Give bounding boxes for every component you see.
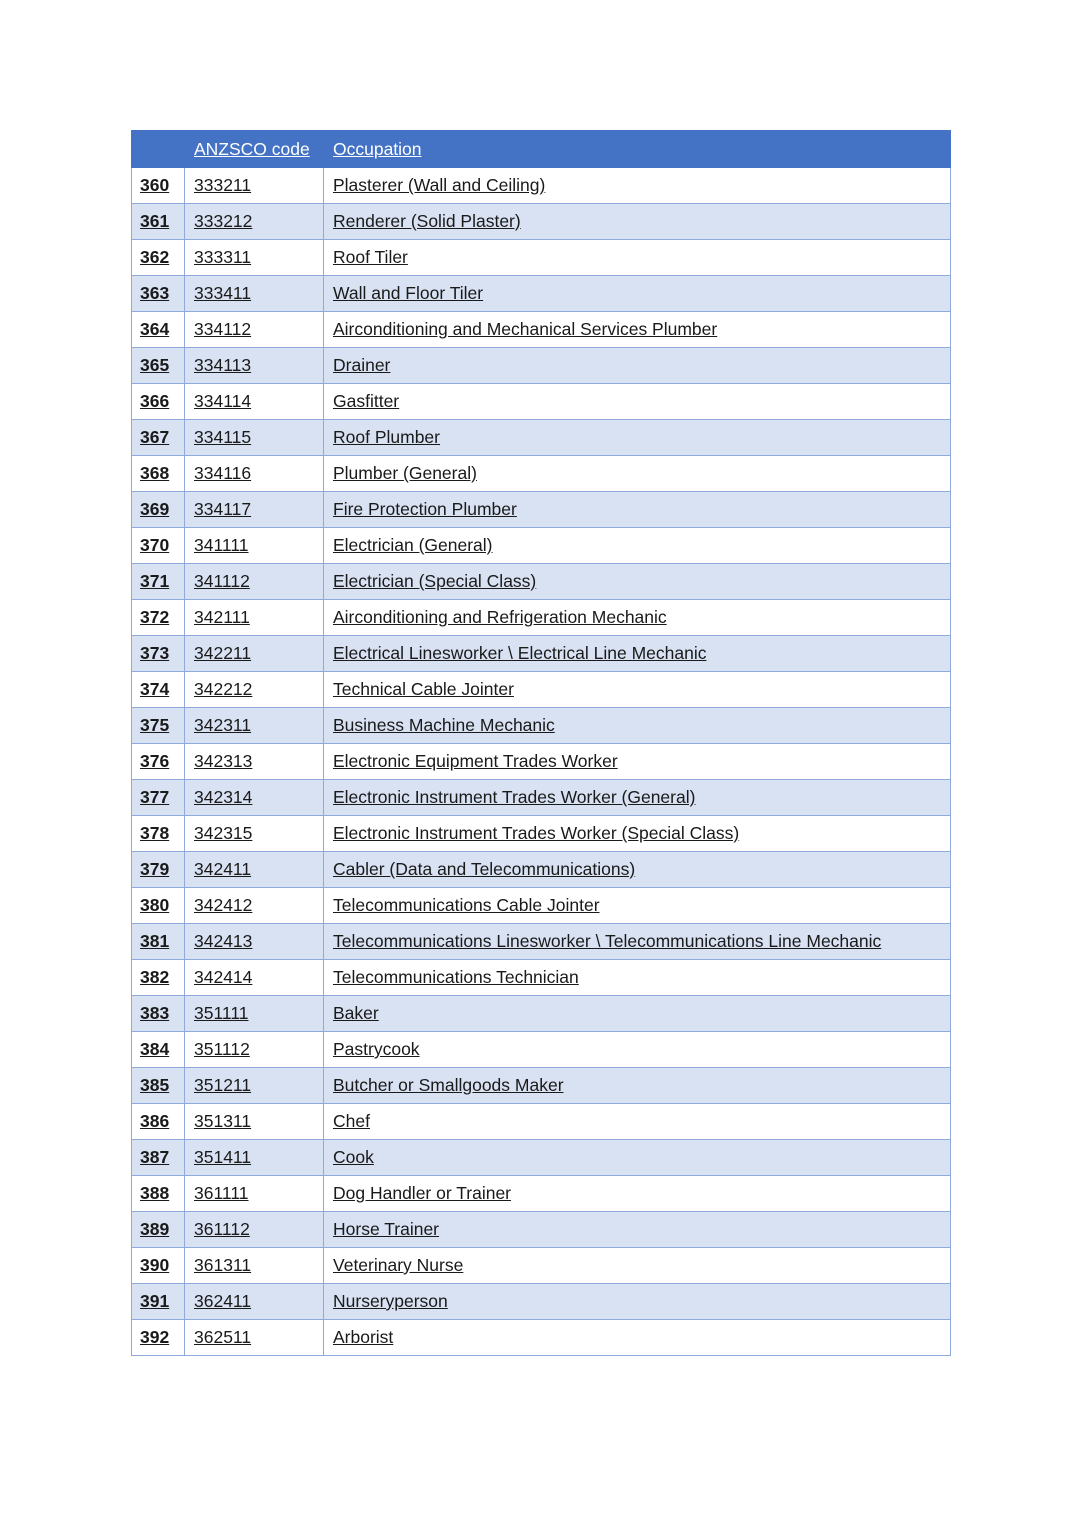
row-number-link[interactable]: 363 (140, 283, 170, 303)
anzsco-code-cell (185, 816, 324, 852)
anzsco-code-cell (185, 276, 324, 312)
anzsco-code-cell (185, 528, 324, 564)
occupation-link[interactable]: Wall and Floor Tiler (333, 283, 484, 303)
row-number-link[interactable]: 391 (140, 1291, 170, 1311)
occupation-link[interactable]: Business Machine Mechanic (333, 715, 555, 735)
occupation-cell (324, 924, 951, 960)
anzsco-code-link[interactable]: 342314 (194, 787, 253, 807)
occupation-cell (324, 1212, 951, 1248)
row-number-link[interactable]: 392 (140, 1327, 170, 1347)
occupation-cell (324, 492, 951, 528)
anzsco-code-link[interactable]: 362511 (194, 1327, 252, 1347)
occupation-link[interactable]: Horse Trainer (333, 1219, 440, 1239)
anzsco-code-link[interactable]: 334113 (194, 355, 252, 375)
header-occupation-label: Occupation (333, 138, 422, 159)
anzsco-code-cell (185, 960, 324, 996)
anzsco-code-link[interactable]: 342211 (194, 643, 252, 663)
row-number-link[interactable]: 375 (140, 715, 170, 735)
anzsco-code-link[interactable]: 361112 (194, 1219, 250, 1239)
table-row (132, 312, 951, 348)
row-number-cell (132, 1068, 185, 1104)
anzsco-code-link[interactable]: 342311 (194, 715, 252, 735)
occupation-link[interactable]: Plasterer (Wall and Ceiling) (333, 175, 546, 195)
anzsco-code-cell (185, 312, 324, 348)
row-number-cell (132, 600, 185, 636)
occupation-cell (324, 1140, 951, 1176)
row-number-cell (132, 204, 185, 240)
anzsco-code-cell (185, 996, 324, 1032)
anzsco-code-cell (185, 204, 324, 240)
row-number-link[interactable]: 380 (140, 895, 170, 915)
table-row (132, 1320, 951, 1356)
anzsco-code-link[interactable]: 342212 (194, 679, 253, 699)
row-number-link[interactable]: 381 (140, 931, 170, 951)
row-number-cell (132, 816, 185, 852)
table-row (132, 672, 951, 708)
row-number-link[interactable]: 367 (140, 427, 170, 447)
row-number-link[interactable]: 382 (140, 967, 170, 987)
occupation-link[interactable]: Roof Tiler (333, 247, 408, 267)
row-number-cell (132, 456, 185, 492)
table-row (132, 636, 951, 672)
occupation-link[interactable]: Arborist (333, 1327, 394, 1347)
table-row (132, 1176, 951, 1212)
row-number-link[interactable]: 368 (140, 463, 170, 483)
anzsco-code-link[interactable]: 333211 (194, 175, 252, 195)
table-row (132, 816, 951, 852)
occupation-link[interactable]: Roof Plumber (333, 427, 440, 447)
occupation-cell (324, 1320, 951, 1356)
anzsco-code-link[interactable]: 351111 (194, 1003, 249, 1023)
anzsco-code-link[interactable]: 342315 (194, 823, 253, 843)
occupation-link[interactable]: Drainer (333, 355, 391, 375)
occupation-cell (324, 240, 951, 276)
anzsco-code-link[interactable]: 351311 (194, 1111, 252, 1131)
occupation-cell (324, 1284, 951, 1320)
anzsco-code-cell (185, 1032, 324, 1068)
occupation-cell (324, 420, 951, 456)
occupation-cell (324, 744, 951, 780)
occupation-link[interactable]: Fire Protection Plumber (333, 499, 517, 519)
occupation-link[interactable]: Airconditioning and Refrigeration Mechanic (333, 607, 667, 627)
anzsco-code-link[interactable]: 342111 (194, 607, 250, 627)
anzsco-code-cell (185, 600, 324, 636)
row-number-link[interactable]: 385 (140, 1075, 170, 1095)
anzsco-code-link[interactable]: 342413 (194, 931, 253, 951)
anzsco-code-link[interactable]: 334115 (194, 427, 252, 447)
occupation-link[interactable]: Telecommunications Cable Jointer (333, 895, 600, 915)
row-number-cell (132, 420, 185, 456)
occupation-cell (324, 276, 951, 312)
row-number-link[interactable]: 362 (140, 247, 170, 267)
anzsco-code-link[interactable]: 333311 (194, 247, 252, 267)
occupation-cell (324, 1032, 951, 1068)
row-number-link[interactable]: 387 (140, 1147, 170, 1167)
anzsco-code-link[interactable]: 342313 (194, 751, 253, 771)
table-row (132, 204, 951, 240)
anzsco-code-link[interactable]: 342412 (194, 895, 253, 915)
row-number-link[interactable]: 377 (140, 787, 170, 807)
row-number-cell (132, 564, 185, 600)
row-number-cell (132, 924, 185, 960)
occupation-link[interactable]: Electrical Linesworker \ Electrical Line Mechanic (333, 643, 707, 663)
row-number-link[interactable]: 390 (140, 1255, 170, 1275)
row-number-cell (132, 348, 185, 384)
table-row (132, 1284, 951, 1320)
occupation-link[interactable]: Pastrycook (333, 1039, 420, 1059)
occupation-link[interactable]: Cabler (Data and Telecommunications) (333, 859, 636, 879)
occupation-table (131, 130, 951, 1356)
occupation-cell (324, 204, 951, 240)
occupation-link[interactable]: Renderer (Solid Plaster) (333, 211, 521, 231)
row-number-cell (132, 492, 185, 528)
table-row (132, 852, 951, 888)
row-number-link[interactable]: 372 (140, 607, 170, 627)
occupation-cell (324, 960, 951, 996)
header-anzsco-code-label: ANZSCO code (194, 138, 310, 159)
occupation-link[interactable]: Dog Handler or Trainer (333, 1183, 511, 1203)
row-number-cell (132, 888, 185, 924)
row-number-cell (132, 708, 185, 744)
row-number-link[interactable]: 384 (140, 1039, 170, 1059)
table-row (132, 600, 951, 636)
anzsco-code-cell (185, 420, 324, 456)
occupation-cell (324, 852, 951, 888)
table-row (132, 420, 951, 456)
row-number-cell (132, 1284, 185, 1320)
row-number-link[interactable]: 366 (140, 391, 170, 411)
anzsco-code-link[interactable]: 362411 (194, 1291, 252, 1311)
anzsco-code-link[interactable]: 351211 (194, 1075, 252, 1095)
row-number-cell (132, 528, 185, 564)
occupation-cell (324, 528, 951, 564)
anzsco-code-link[interactable]: 334112 (194, 319, 252, 339)
anzsco-code-cell (185, 240, 324, 276)
anzsco-code-link[interactable]: 351411 (194, 1147, 252, 1167)
occupation-link[interactable]: Electrician (General) (333, 535, 493, 555)
anzsco-code-cell (185, 1140, 324, 1176)
row-number-link[interactable]: 360 (140, 175, 170, 195)
occupation-cell (324, 384, 951, 420)
row-number-cell (132, 312, 185, 348)
occupation-link[interactable]: Telecommunications Technician (333, 967, 579, 987)
anzsco-code-link[interactable]: 351112 (194, 1039, 250, 1059)
occupation-cell (324, 672, 951, 708)
table-row (132, 744, 951, 780)
row-number-link[interactable]: 383 (140, 1003, 170, 1023)
header-occupation (324, 131, 951, 168)
occupation-link[interactable]: Electronic Instrument Trades Worker (Special Class) (333, 823, 740, 843)
occupation-link[interactable]: Cook (333, 1147, 374, 1167)
anzsco-code-cell (185, 564, 324, 600)
occupation-cell (324, 564, 951, 600)
anzsco-code-link[interactable]: 361111 (194, 1183, 249, 1203)
occupation-link[interactable]: Gasfitter (333, 391, 400, 411)
occupation-link[interactable]: Electronic Instrument Trades Worker (General) (333, 787, 696, 807)
table-header (132, 131, 951, 168)
row-number-link[interactable]: 378 (140, 823, 170, 843)
occupation-cell (324, 1104, 951, 1140)
row-number-link[interactable]: 364 (140, 319, 170, 339)
row-number-cell (132, 1176, 185, 1212)
occupation-cell (324, 888, 951, 924)
row-number-cell (132, 240, 185, 276)
occupation-cell (324, 456, 951, 492)
table-row (132, 1032, 951, 1068)
table-row (132, 996, 951, 1032)
anzsco-code-cell (185, 168, 324, 204)
row-number-cell (132, 1212, 185, 1248)
occupation-cell (324, 600, 951, 636)
anzsco-code-cell (185, 636, 324, 672)
anzsco-code-cell (185, 1068, 324, 1104)
row-number-link[interactable]: 388 (140, 1183, 170, 1203)
header-row (132, 131, 951, 168)
occupation-cell (324, 1248, 951, 1284)
row-number-cell (132, 996, 185, 1032)
row-number-cell (132, 1104, 185, 1140)
row-number-cell (132, 1320, 185, 1356)
table-row (132, 1104, 951, 1140)
occupation-link[interactable]: Chef (333, 1111, 370, 1131)
occupation-link[interactable]: Airconditioning and Mechanical Services Plumber (333, 319, 718, 339)
anzsco-code-cell (185, 384, 324, 420)
occupation-link[interactable]: Veterinary Nurse (333, 1255, 464, 1275)
row-number-link[interactable]: 361 (140, 211, 170, 231)
row-number-cell (132, 636, 185, 672)
occupation-link[interactable]: Butcher or Smallgoods Maker (333, 1075, 564, 1095)
table-row (132, 708, 951, 744)
row-number-cell (132, 1032, 185, 1068)
row-number-link[interactable]: 371 (140, 571, 170, 591)
row-number-link[interactable]: 379 (140, 859, 170, 879)
anzsco-code-link[interactable]: 334116 (194, 463, 252, 483)
occupation-cell (324, 348, 951, 384)
row-number-link[interactable]: 369 (140, 499, 170, 519)
anzsco-code-cell (185, 924, 324, 960)
row-number-cell (132, 1140, 185, 1176)
table-row (132, 168, 951, 204)
row-number-cell (132, 744, 185, 780)
table-row (132, 1068, 951, 1104)
row-number-cell (132, 960, 185, 996)
occupation-cell (324, 1176, 951, 1212)
anzsco-code-link[interactable]: 334114 (194, 391, 252, 411)
table-row (132, 780, 951, 816)
row-number-link[interactable]: 389 (140, 1219, 170, 1239)
occupation-link[interactable]: Nurseryperson (333, 1291, 448, 1311)
table-row (132, 384, 951, 420)
anzsco-code-link[interactable]: 341112 (194, 571, 250, 591)
anzsco-code-cell (185, 888, 324, 924)
table-row (132, 924, 951, 960)
row-number-cell (132, 276, 185, 312)
row-number-cell (132, 384, 185, 420)
row-number-link[interactable]: 365 (140, 355, 170, 375)
row-number-link[interactable]: 374 (140, 679, 170, 699)
table-row (132, 456, 951, 492)
anzsco-code-cell (185, 348, 324, 384)
row-number-cell (132, 852, 185, 888)
anzsco-code-cell (185, 672, 324, 708)
table-row (132, 492, 951, 528)
table-body (132, 168, 951, 1356)
anzsco-code-cell (185, 744, 324, 780)
row-number-cell (132, 780, 185, 816)
table-row (132, 564, 951, 600)
table-row (132, 1140, 951, 1176)
row-number-link[interactable]: 373 (140, 643, 170, 663)
anzsco-code-cell (185, 780, 324, 816)
anzsco-code-cell (185, 1284, 324, 1320)
table-row (132, 888, 951, 924)
table-row (132, 276, 951, 312)
anzsco-code-cell (185, 456, 324, 492)
anzsco-code-cell (185, 492, 324, 528)
occupation-link[interactable]: Baker (333, 1003, 379, 1023)
table-row (132, 960, 951, 996)
anzsco-code-link[interactable]: 361311 (194, 1255, 252, 1275)
table-row (132, 240, 951, 276)
row-number-link[interactable]: 386 (140, 1111, 170, 1131)
anzsco-code-cell (185, 1248, 324, 1284)
table-row (132, 528, 951, 564)
table-row (132, 1212, 951, 1248)
occupation-link[interactable]: Technical Cable Jointer (333, 679, 514, 699)
occupation-cell (324, 996, 951, 1032)
anzsco-code-cell (185, 708, 324, 744)
table-row (132, 348, 951, 384)
anzsco-code-cell (185, 1176, 324, 1212)
anzsco-code-cell (185, 852, 324, 888)
occupation-cell (324, 780, 951, 816)
occupation-cell (324, 636, 951, 672)
anzsco-code-cell (185, 1104, 324, 1140)
anzsco-code-cell (185, 1320, 324, 1356)
anzsco-code-link[interactable]: 333411 (194, 283, 252, 303)
anzsco-code-link[interactable]: 333212 (194, 211, 253, 231)
occupation-link[interactable]: Telecommunications Linesworker \ Telecommunications Line Mechanic (333, 931, 882, 951)
occupation-link[interactable]: Electrician (Special Class) (333, 571, 537, 591)
anzsco-code-link[interactable]: 342411 (194, 859, 252, 879)
occupation-cell (324, 312, 951, 348)
anzsco-code-link[interactable]: 342414 (194, 967, 253, 987)
occupation-link[interactable]: Plumber (General) (333, 463, 477, 483)
occupation-link[interactable]: Electronic Equipment Trades Worker (333, 751, 618, 771)
row-number-cell (132, 168, 185, 204)
row-number-link[interactable]: 376 (140, 751, 170, 771)
row-number-link[interactable]: 370 (140, 535, 170, 555)
header-anzsco-code (185, 131, 324, 168)
occupation-cell (324, 168, 951, 204)
header-num (132, 131, 185, 168)
occupation-cell (324, 816, 951, 852)
occupation-cell (324, 708, 951, 744)
row-number-cell (132, 672, 185, 708)
row-number-cell (132, 1248, 185, 1284)
anzsco-code-link[interactable]: 341111 (194, 535, 249, 555)
anzsco-code-link[interactable]: 334117 (194, 499, 252, 519)
table-row (132, 1248, 951, 1284)
occupation-cell (324, 1068, 951, 1104)
anzsco-code-cell (185, 1212, 324, 1248)
